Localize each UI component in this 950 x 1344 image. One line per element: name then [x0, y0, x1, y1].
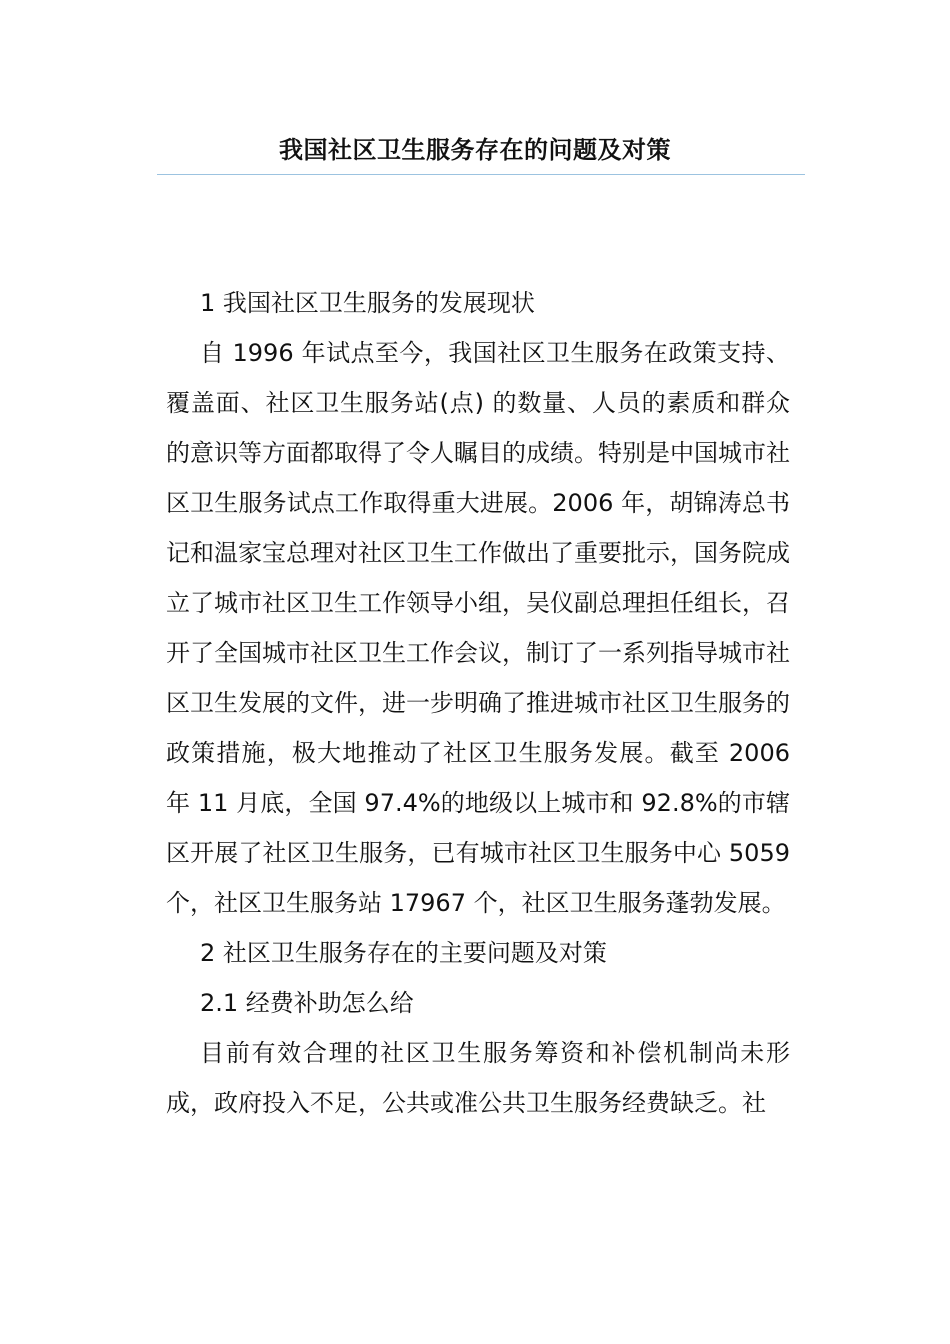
section-heading-1: 1 我国社区卫生服务的发展现状 [200, 289, 535, 317]
document-title: 我国社区卫生服务存在的问题及对策 [279, 135, 671, 164]
body-paragraph-1: 自 1996 年试点至今，我国社区卫生服务在政策支持、覆盖面、社区卫生服务站(点) 的数量、人员的素质和群众的意识等方面都取得了令人瞩目的成绩。特别是中国城市社区卫生服务试点工作取得重大进展。2006 年，胡锦涛总书记和温家宝总理对社区卫生工作做出了重要批示，国务院成立了城市社区卫生工作领导小组，吴仪副总理担任组长，召开了全国城市社区卫生工作会议，制订了一系列指导城市社区卫生发展的文件，进一步明确了推进城市社区卫生服务的政策措施，极大地推动了社区卫生服务发展。截至 2006 年 11 月底，全国 97.4%的地级以上城市和 92.8%的市辖区开展了社区卫生服务，已有城市社区卫生服务中心 5059 个，社区卫生服务站 17967 个，社区卫生服务蓬勃发展。 [166, 339, 790, 917]
body-paragraph-2: 目前有效合理的社区卫生服务筹资和补偿机制尚未形成，政府投入不足，公共或准公共卫生服务经费缺乏。社 [166, 1039, 790, 1117]
title-underline [157, 174, 805, 175]
subsection-heading-2-1: 2.1 经费补助怎么给 [200, 989, 414, 1017]
section-heading-2: 2 社区卫生服务存在的主要问题及对策 [200, 939, 607, 967]
document-body [166, 278, 790, 1128]
